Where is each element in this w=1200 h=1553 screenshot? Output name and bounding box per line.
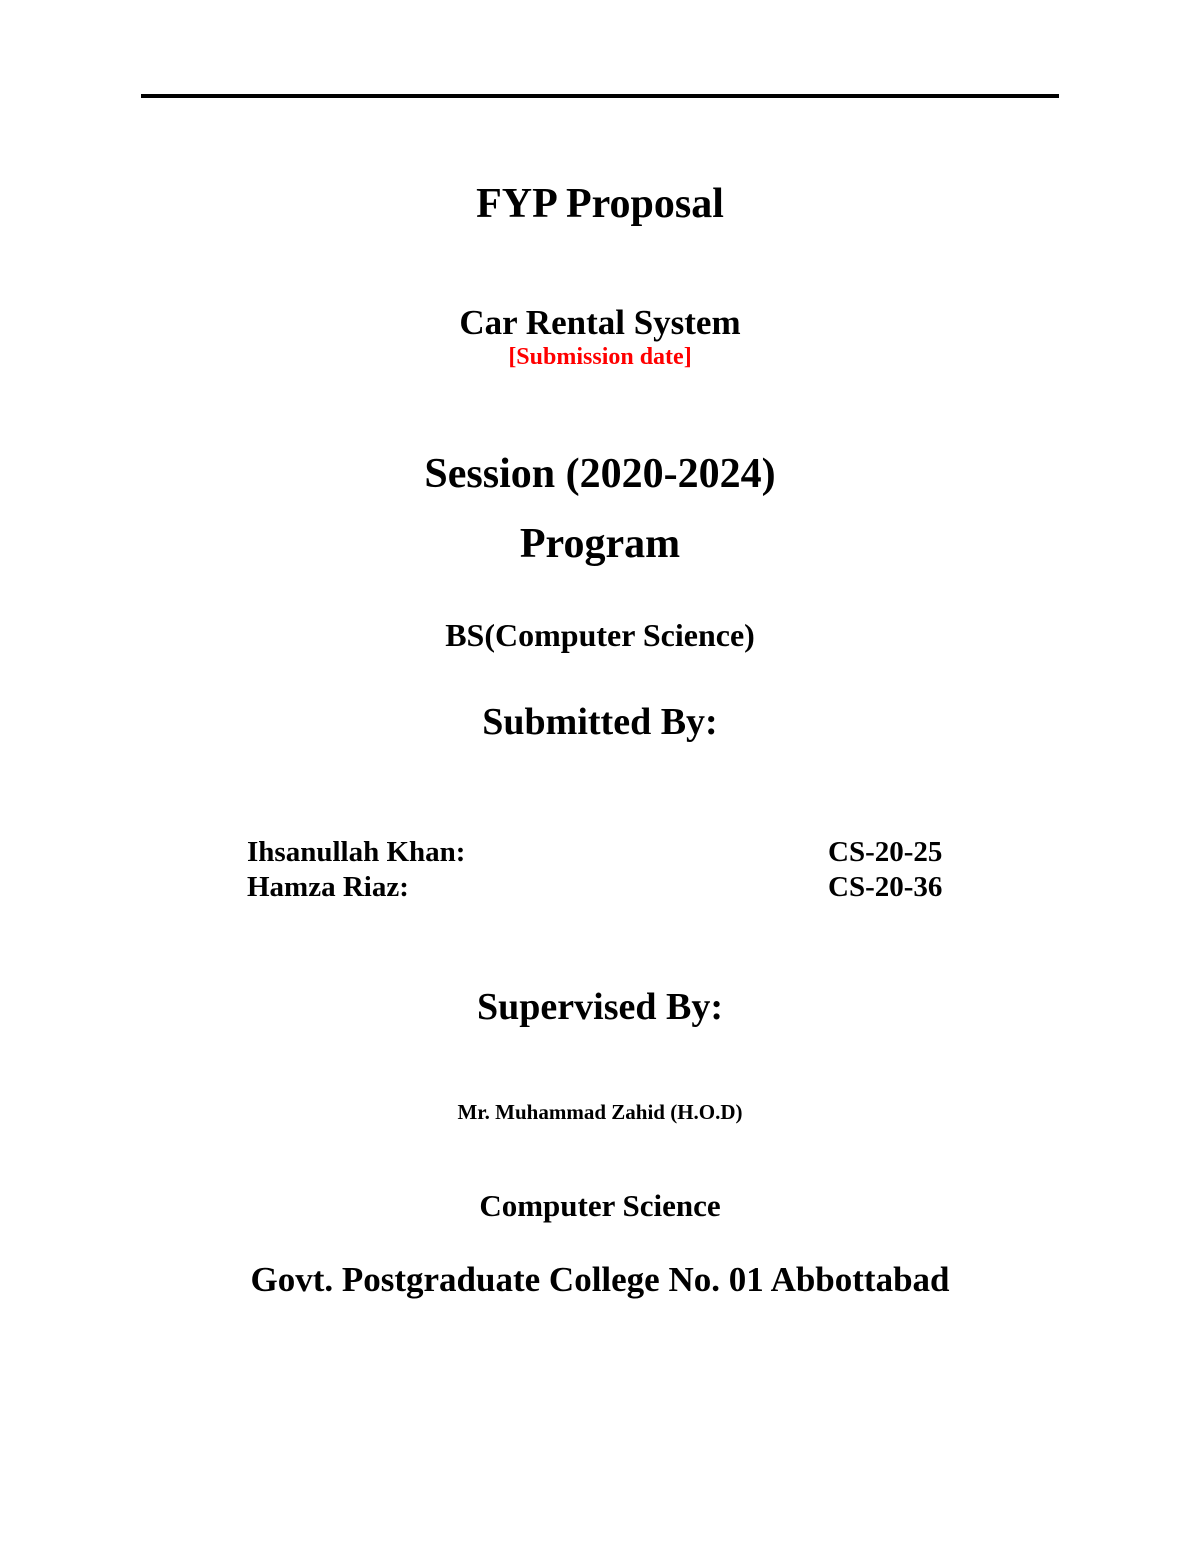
document-title: FYP Proposal xyxy=(476,181,724,227)
student-roll-number: CS-20-36 xyxy=(828,871,943,903)
student-name: Ihsanullah Khan: xyxy=(247,836,466,868)
program-value: BS(Computer Science) xyxy=(445,617,755,653)
session: Session (2020-2024) xyxy=(424,451,776,497)
department-name: Computer Science xyxy=(479,1188,721,1223)
supervised-by-heading: Supervised By: xyxy=(477,986,723,1028)
top-rule xyxy=(141,94,1059,98)
student-name: Hamza Riaz: xyxy=(247,871,409,903)
submitted-by-heading: Submitted By: xyxy=(482,701,718,743)
submission-date-placeholder: [Submission date] xyxy=(508,344,692,370)
student-roll-number: CS-20-25 xyxy=(828,836,943,868)
college-name: Govt. Postgraduate College No. 01 Abbottabad xyxy=(250,1260,950,1299)
supervisor-name: Mr. Muhammad Zahid (H.O.D) xyxy=(457,1100,743,1124)
project-title: Car Rental System xyxy=(459,303,741,342)
program-heading: Program xyxy=(519,521,681,567)
